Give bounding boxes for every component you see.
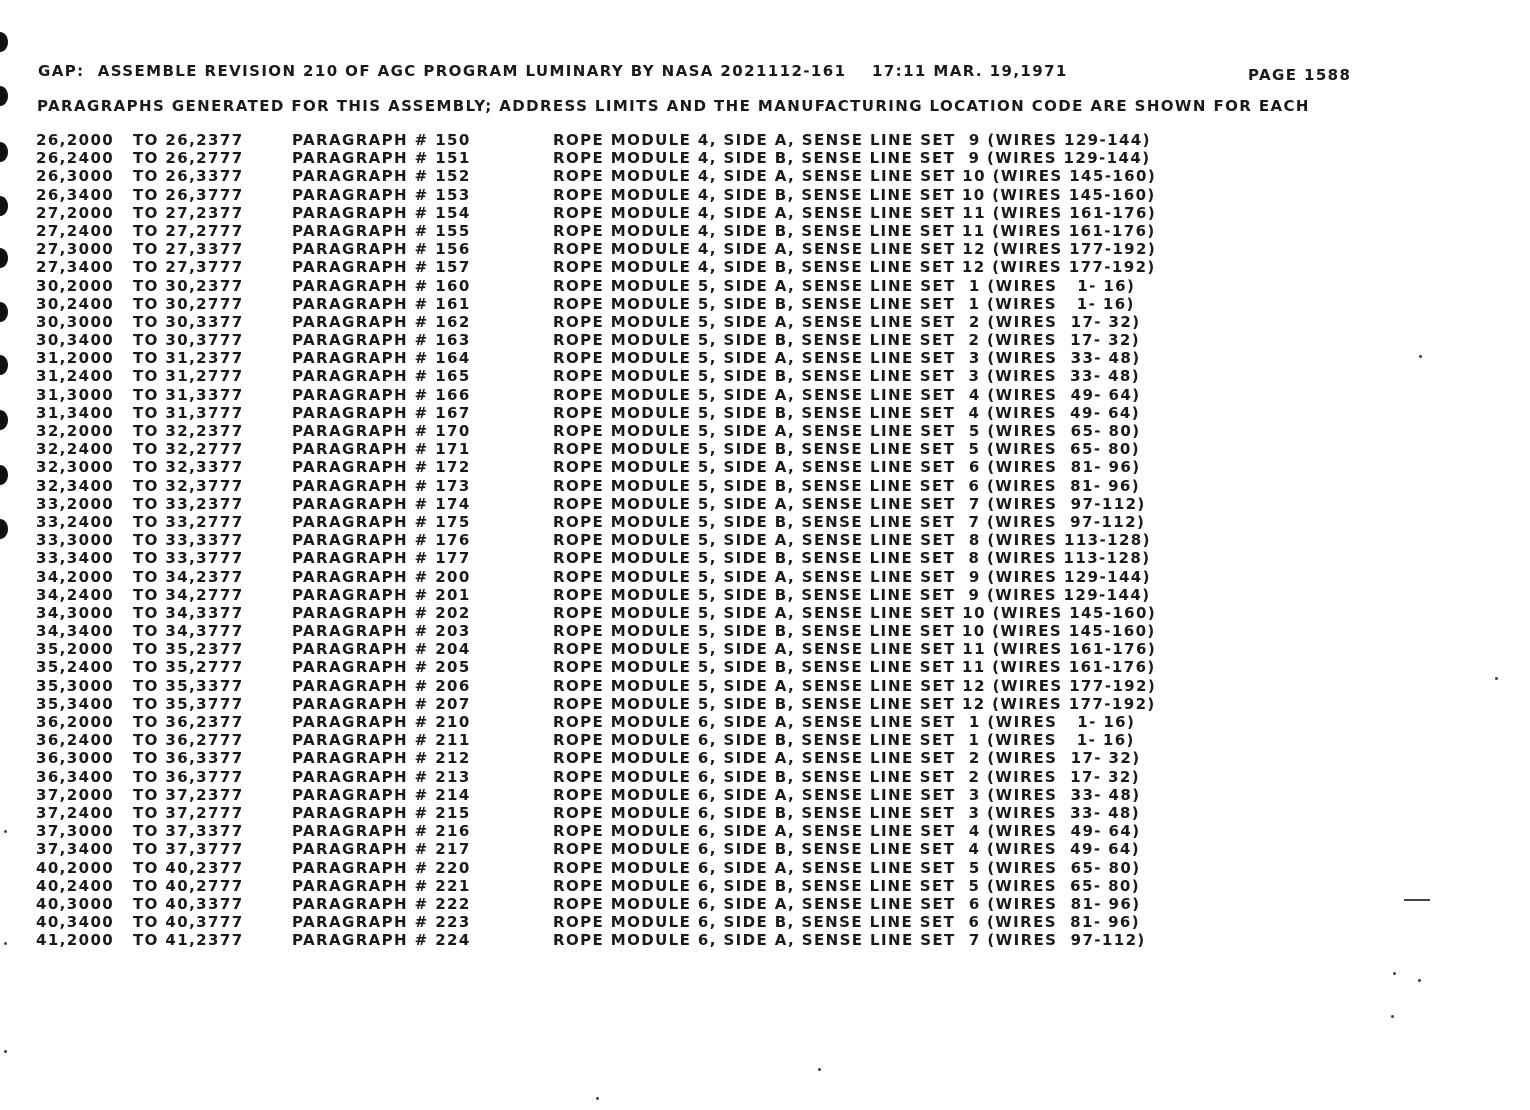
address-start: 40,2000 xyxy=(36,858,115,877)
address-start: 33,2000 xyxy=(36,494,115,513)
page-number: PAGE 1588 xyxy=(1248,66,1352,84)
rope-location: ROPE MODULE 6, SIDE B, SENSE LINE SET 3 (WIRES 33- 48) xyxy=(553,803,1141,822)
rope-location: ROPE MODULE 5, SIDE B, SENSE LINE SET 6 (WIRES 81- 96) xyxy=(553,476,1141,495)
address-end: TO 32,3777 xyxy=(133,476,244,495)
address-end: TO 31,3377 xyxy=(133,385,244,404)
table-row xyxy=(0,713,1530,731)
paragraph-number: PARAGRAPH # 151 xyxy=(292,149,471,168)
paragraph-number: PARAGRAPH # 212 xyxy=(292,749,471,768)
paragraph-number: PARAGRAPH # 167 xyxy=(292,403,471,422)
rope-location: ROPE MODULE 5, SIDE A, SENSE LINE SET 8 (WIRES 113-128) xyxy=(553,531,1151,550)
paragraph-number: PARAGRAPH # 204 xyxy=(292,640,471,659)
scan-speck xyxy=(4,1050,7,1053)
table-row xyxy=(0,258,1530,276)
address-start: 37,2000 xyxy=(36,785,115,804)
address-start: 30,2000 xyxy=(36,276,115,295)
rope-location: ROPE MODULE 5, SIDE B, SENSE LINE SET 7 (WIRES 97-112) xyxy=(553,512,1146,531)
paragraph-number: PARAGRAPH # 211 xyxy=(292,731,471,750)
paragraph-number: PARAGRAPH # 170 xyxy=(292,422,471,440)
address-end: TO 37,2777 xyxy=(133,803,244,822)
table-row xyxy=(0,549,1530,567)
paragraph-number: PARAGRAPH # 176 xyxy=(292,531,471,550)
table-row xyxy=(0,731,1530,749)
paragraph-number: PARAGRAPH # 217 xyxy=(292,840,471,859)
rope-location: ROPE MODULE 6, SIDE B, SENSE LINE SET 2 (WIRES 17- 32) xyxy=(553,767,1141,786)
paragraph-number: PARAGRAPH # 210 xyxy=(292,713,471,731)
address-end: TO 41,2377 xyxy=(133,931,244,950)
rope-location: ROPE MODULE 6, SIDE A, SENSE LINE SET 5 (WIRES 65- 80) xyxy=(553,858,1141,877)
address-start: 35,3400 xyxy=(36,694,115,713)
table-row xyxy=(0,622,1530,640)
address-start: 34,3400 xyxy=(36,622,115,641)
address-start: 33,2400 xyxy=(36,512,115,531)
rope-location: ROPE MODULE 5, SIDE B, SENSE LINE SET 5 (WIRES 65- 80) xyxy=(553,440,1141,459)
table-row xyxy=(0,568,1530,586)
paragraph-number: PARAGRAPH # 172 xyxy=(292,458,471,477)
table-row xyxy=(0,804,1530,822)
address-end: TO 30,2777 xyxy=(133,294,244,313)
table-row xyxy=(0,313,1530,331)
address-start: 34,2000 xyxy=(36,567,115,586)
address-start: 27,3400 xyxy=(36,258,115,277)
address-start: 32,3000 xyxy=(36,458,115,477)
address-end: TO 35,2377 xyxy=(133,640,244,659)
table-row xyxy=(0,204,1530,222)
address-start: 30,3400 xyxy=(36,331,115,350)
address-start: 35,3000 xyxy=(36,676,115,695)
address-end: TO 27,3377 xyxy=(133,240,244,259)
address-start: 34,3000 xyxy=(36,603,115,622)
paragraph-number: PARAGRAPH # 205 xyxy=(292,658,471,677)
table-row xyxy=(0,604,1530,622)
paragraph-number: PARAGRAPH # 221 xyxy=(292,876,471,895)
table-row xyxy=(0,877,1530,895)
table-row xyxy=(0,695,1530,713)
address-end: TO 31,2777 xyxy=(133,367,244,386)
address-end: TO 31,2377 xyxy=(133,349,244,368)
paragraph-number: PARAGRAPH # 173 xyxy=(292,476,471,495)
rope-location: ROPE MODULE 5, SIDE A, SENSE LINE SET 7 (WIRES 97-112) xyxy=(553,494,1146,513)
paragraph-number: PARAGRAPH # 150 xyxy=(292,131,471,149)
address-end: TO 32,2777 xyxy=(133,440,244,459)
table-row xyxy=(0,295,1530,313)
table-row xyxy=(0,386,1530,404)
paragraph-number: PARAGRAPH # 201 xyxy=(292,585,471,604)
table-row xyxy=(0,422,1530,440)
address-end: TO 33,2377 xyxy=(133,494,244,513)
listing-title: GAP: ASSEMBLE REVISION 210 OF AGC PROGRAM LUMINARY BY NASA 2021112-161 xyxy=(38,62,847,80)
table-row xyxy=(0,349,1530,367)
address-end: TO 36,2377 xyxy=(133,713,244,731)
table-row xyxy=(0,677,1530,695)
table-row xyxy=(0,531,1530,549)
address-start: 31,2400 xyxy=(36,367,115,386)
address-start: 27,2400 xyxy=(36,221,115,240)
address-end: TO 26,2777 xyxy=(133,149,244,168)
table-row xyxy=(0,658,1530,676)
table-row xyxy=(0,149,1530,167)
address-end: TO 26,3777 xyxy=(133,185,244,204)
address-end: TO 40,3377 xyxy=(133,894,244,913)
paragraph-number: PARAGRAPH # 162 xyxy=(292,312,471,331)
scan-speck xyxy=(1391,1015,1394,1018)
address-start: 26,3400 xyxy=(36,185,115,204)
paragraph-number: PARAGRAPH # 214 xyxy=(292,785,471,804)
table-row xyxy=(0,240,1530,258)
rope-location: ROPE MODULE 5, SIDE B, SENSE LINE SET 4 (WIRES 49- 64) xyxy=(553,403,1141,422)
paragraph-number: PARAGRAPH # 206 xyxy=(292,676,471,695)
paragraph-number: PARAGRAPH # 220 xyxy=(292,858,471,877)
address-start: 37,3000 xyxy=(36,822,115,841)
table-row xyxy=(0,277,1530,295)
rope-location: ROPE MODULE 5, SIDE B, SENSE LINE SET 12 (WIRES 177-192) xyxy=(553,694,1156,713)
paragraph-number: PARAGRAPH # 177 xyxy=(292,549,471,568)
address-start: 36,3000 xyxy=(36,749,115,768)
paragraph-number: PARAGRAPH # 163 xyxy=(292,331,471,350)
scan-speck xyxy=(596,1097,599,1100)
rope-location: ROPE MODULE 5, SIDE A, SENSE LINE SET 9 (WIRES 129-144) xyxy=(553,567,1151,586)
address-end: TO 35,2777 xyxy=(133,658,244,677)
rope-location: ROPE MODULE 4, SIDE A, SENSE LINE SET 9 (WIRES 129-144) xyxy=(553,131,1151,149)
rope-location: ROPE MODULE 4, SIDE B, SENSE LINE SET 9 (WIRES 129-144) xyxy=(553,149,1151,168)
address-start: 31,3400 xyxy=(36,403,115,422)
rope-location: ROPE MODULE 5, SIDE A, SENSE LINE SET 1 (WIRES 1- 16) xyxy=(553,276,1136,295)
paragraph-number: PARAGRAPH # 165 xyxy=(292,367,471,386)
address-end: TO 27,2377 xyxy=(133,203,244,222)
table-row xyxy=(0,458,1530,476)
table-row xyxy=(0,931,1530,949)
rope-location: ROPE MODULE 6, SIDE A, SENSE LINE SET 1 (WIRES 1- 16) xyxy=(553,713,1136,731)
address-start: 32,3400 xyxy=(36,476,115,495)
paragraph-number: PARAGRAPH # 203 xyxy=(292,622,471,641)
paragraph-number: PARAGRAPH # 224 xyxy=(292,931,471,950)
paragraph-number: PARAGRAPH # 152 xyxy=(292,167,471,186)
rope-location: ROPE MODULE 5, SIDE A, SENSE LINE SET 3 (WIRES 33- 48) xyxy=(553,349,1141,368)
address-start: 27,3000 xyxy=(36,240,115,259)
address-end: TO 26,3377 xyxy=(133,167,244,186)
address-end: TO 40,2377 xyxy=(133,858,244,877)
address-start: 31,3000 xyxy=(36,385,115,404)
address-end: TO 26,2377 xyxy=(133,131,244,149)
rope-location: ROPE MODULE 4, SIDE A, SENSE LINE SET 11 (WIRES 161-176) xyxy=(553,203,1157,222)
address-start: 26,2400 xyxy=(36,149,115,168)
address-end: TO 27,2777 xyxy=(133,221,244,240)
rope-location: ROPE MODULE 5, SIDE B, SENSE LINE SET 2 (WIRES 17- 32) xyxy=(553,331,1141,350)
paragraph-number: PARAGRAPH # 171 xyxy=(292,440,471,459)
paragraph-number: PARAGRAPH # 215 xyxy=(292,803,471,822)
paragraph-number: PARAGRAPH # 202 xyxy=(292,603,471,622)
address-start: 34,2400 xyxy=(36,585,115,604)
rope-location: ROPE MODULE 6, SIDE A, SENSE LINE SET 7 (WIRES 97-112) xyxy=(553,931,1146,950)
rope-location: ROPE MODULE 5, SIDE B, SENSE LINE SET 3 (WIRES 33- 48) xyxy=(553,367,1141,386)
scan-speck xyxy=(818,1068,821,1071)
table-row xyxy=(0,586,1530,604)
rope-location: ROPE MODULE 5, SIDE B, SENSE LINE SET 1 (WIRES 1- 16) xyxy=(553,294,1135,313)
address-end: TO 35,3377 xyxy=(133,676,244,695)
paragraph-number: PARAGRAPH # 155 xyxy=(292,221,471,240)
address-end: TO 34,2777 xyxy=(133,585,244,604)
table-row xyxy=(0,367,1530,385)
scan-speck xyxy=(1393,972,1396,975)
punch-hole-mark xyxy=(0,32,8,52)
paragraph-number: PARAGRAPH # 154 xyxy=(292,203,471,222)
address-start: 40,3400 xyxy=(36,913,115,932)
paragraph-number: PARAGRAPH # 153 xyxy=(292,185,471,204)
address-start: 32,2000 xyxy=(36,422,115,440)
rope-location: ROPE MODULE 5, SIDE B, SENSE LINE SET 9 (WIRES 129-144) xyxy=(553,585,1151,604)
paragraph-table xyxy=(0,131,1530,949)
address-start: 26,3000 xyxy=(36,167,115,186)
table-row xyxy=(0,513,1530,531)
paragraph-number: PARAGRAPH # 174 xyxy=(292,494,471,513)
rope-location: ROPE MODULE 4, SIDE A, SENSE LINE SET 12 (WIRES 177-192) xyxy=(553,240,1157,259)
paragraph-number: PARAGRAPH # 200 xyxy=(292,567,471,586)
paragraph-number: PARAGRAPH # 161 xyxy=(292,294,471,313)
rope-location: ROPE MODULE 4, SIDE B, SENSE LINE SET 11 (WIRES 161-176) xyxy=(553,221,1156,240)
address-start: 37,3400 xyxy=(36,840,115,859)
rope-location: ROPE MODULE 5, SIDE A, SENSE LINE SET 5 (WIRES 65- 80) xyxy=(553,422,1141,440)
table-row xyxy=(0,822,1530,840)
paragraph-number: PARAGRAPH # 164 xyxy=(292,349,471,368)
table-row xyxy=(0,895,1530,913)
paragraph-number: PARAGRAPH # 157 xyxy=(292,258,471,277)
table-row xyxy=(0,222,1530,240)
address-end: TO 40,2777 xyxy=(133,876,244,895)
table-row xyxy=(0,640,1530,658)
address-end: TO 33,3377 xyxy=(133,531,244,550)
paragraph-number: PARAGRAPH # 175 xyxy=(292,512,471,531)
address-end: TO 30,2377 xyxy=(133,276,244,295)
rope-location: ROPE MODULE 5, SIDE B, SENSE LINE SET 10 (WIRES 145-160) xyxy=(553,622,1156,641)
address-start: 33,3400 xyxy=(36,549,115,568)
address-end: TO 36,3377 xyxy=(133,749,244,768)
listing-description: PARAGRAPHS GENERATED FOR THIS ASSEMBLY; ADDRESS LIMITS AND THE MANUFACTURING LOCATION CODE ARE SHOWN FOR EACH xyxy=(37,97,1310,115)
address-end: TO 27,3777 xyxy=(133,258,244,277)
address-start: 26,2000 xyxy=(36,131,115,149)
rope-location: ROPE MODULE 4, SIDE B, SENSE LINE SET 12 (WIRES 177-192) xyxy=(553,258,1156,277)
address-end: TO 34,3777 xyxy=(133,622,244,641)
table-row xyxy=(0,167,1530,185)
address-start: 36,2000 xyxy=(36,713,115,731)
paragraph-number: PARAGRAPH # 223 xyxy=(292,913,471,932)
address-start: 35,2000 xyxy=(36,640,115,659)
table-row xyxy=(0,840,1530,858)
scan-speck xyxy=(1418,979,1421,982)
address-end: TO 40,3777 xyxy=(133,913,244,932)
address-start: 30,2400 xyxy=(36,294,115,313)
paragraph-number: PARAGRAPH # 156 xyxy=(292,240,471,259)
rope-location: ROPE MODULE 6, SIDE B, SENSE LINE SET 5 (WIRES 65- 80) xyxy=(553,876,1141,895)
rope-location: ROPE MODULE 5, SIDE A, SENSE LINE SET 2 (WIRES 17- 32) xyxy=(553,312,1141,331)
address-end: TO 36,2777 xyxy=(133,731,244,750)
rope-location: ROPE MODULE 4, SIDE B, SENSE LINE SET 10 (WIRES 145-160) xyxy=(553,185,1156,204)
address-end: TO 30,3377 xyxy=(133,312,244,331)
rope-location: ROPE MODULE 5, SIDE A, SENSE LINE SET 12 (WIRES 177-192) xyxy=(553,676,1157,695)
address-end: TO 34,3377 xyxy=(133,603,244,622)
paragraph-number: PARAGRAPH # 160 xyxy=(292,276,471,295)
rope-location: ROPE MODULE 6, SIDE A, SENSE LINE SET 6 (WIRES 81- 96) xyxy=(553,894,1141,913)
address-start: 32,2400 xyxy=(36,440,115,459)
address-start: 27,2000 xyxy=(36,203,115,222)
rope-location: ROPE MODULE 5, SIDE A, SENSE LINE SET 10 (WIRES 145-160) xyxy=(553,603,1157,622)
address-end: TO 37,3377 xyxy=(133,822,244,841)
address-end: TO 31,3777 xyxy=(133,403,244,422)
address-start: 41,2000 xyxy=(36,931,115,950)
address-start: 40,2400 xyxy=(36,876,115,895)
paragraph-number: PARAGRAPH # 166 xyxy=(292,385,471,404)
table-row xyxy=(0,186,1530,204)
paragraph-number: PARAGRAPH # 216 xyxy=(292,822,471,841)
rope-location: ROPE MODULE 5, SIDE A, SENSE LINE SET 11 (WIRES 161-176) xyxy=(553,640,1157,659)
listing-timestamp: 17:11 MAR. 19,1971 xyxy=(872,62,1068,80)
punch-hole-mark xyxy=(0,86,8,106)
paragraph-number: PARAGRAPH # 213 xyxy=(292,767,471,786)
rope-location: ROPE MODULE 6, SIDE A, SENSE LINE SET 4 (WIRES 49- 64) xyxy=(553,822,1141,841)
address-end: TO 34,2377 xyxy=(133,567,244,586)
address-end: TO 37,3777 xyxy=(133,840,244,859)
rope-location: ROPE MODULE 6, SIDE A, SENSE LINE SET 3 (WIRES 33- 48) xyxy=(553,785,1141,804)
address-end: TO 32,3377 xyxy=(133,458,244,477)
table-row xyxy=(0,331,1530,349)
address-end: TO 35,3777 xyxy=(133,694,244,713)
rope-location: ROPE MODULE 5, SIDE B, SENSE LINE SET 8 (WIRES 113-128) xyxy=(553,549,1151,568)
address-end: TO 36,3777 xyxy=(133,767,244,786)
table-row xyxy=(0,477,1530,495)
paragraph-number: PARAGRAPH # 207 xyxy=(292,694,471,713)
table-row xyxy=(0,768,1530,786)
address-start: 36,2400 xyxy=(36,731,115,750)
paragraph-number: PARAGRAPH # 222 xyxy=(292,894,471,913)
table-row xyxy=(0,749,1530,767)
table-row xyxy=(0,131,1530,149)
address-end: TO 37,2377 xyxy=(133,785,244,804)
rope-location: ROPE MODULE 4, SIDE A, SENSE LINE SET 10 (WIRES 145-160) xyxy=(553,167,1157,186)
table-row xyxy=(0,786,1530,804)
rope-location: ROPE MODULE 6, SIDE B, SENSE LINE SET 1 (WIRES 1- 16) xyxy=(553,731,1135,750)
rope-location: ROPE MODULE 6, SIDE B, SENSE LINE SET 4 (WIRES 49- 64) xyxy=(553,840,1141,859)
address-start: 37,2400 xyxy=(36,803,115,822)
rope-location: ROPE MODULE 5, SIDE A, SENSE LINE SET 6 (WIRES 81- 96) xyxy=(553,458,1141,477)
address-start: 33,3000 xyxy=(36,531,115,550)
rope-location: ROPE MODULE 5, SIDE A, SENSE LINE SET 4 (WIRES 49- 64) xyxy=(553,385,1141,404)
rope-location: ROPE MODULE 6, SIDE A, SENSE LINE SET 2 (WIRES 17- 32) xyxy=(553,749,1141,768)
address-start: 35,2400 xyxy=(36,658,115,677)
address-start: 36,3400 xyxy=(36,767,115,786)
address-start: 31,2000 xyxy=(36,349,115,368)
address-end: TO 33,2777 xyxy=(133,512,244,531)
address-start: 30,3000 xyxy=(36,312,115,331)
address-end: TO 32,2377 xyxy=(133,422,244,440)
table-row xyxy=(0,859,1530,877)
table-row xyxy=(0,404,1530,422)
address-start: 40,3000 xyxy=(36,894,115,913)
address-end: TO 33,3777 xyxy=(133,549,244,568)
rope-location: ROPE MODULE 5, SIDE B, SENSE LINE SET 11 (WIRES 161-176) xyxy=(553,658,1156,677)
rope-location: ROPE MODULE 6, SIDE B, SENSE LINE SET 6 (WIRES 81- 96) xyxy=(553,913,1141,932)
table-row xyxy=(0,913,1530,931)
table-row xyxy=(0,495,1530,513)
table-row xyxy=(0,440,1530,458)
address-end: TO 30,3777 xyxy=(133,331,244,350)
